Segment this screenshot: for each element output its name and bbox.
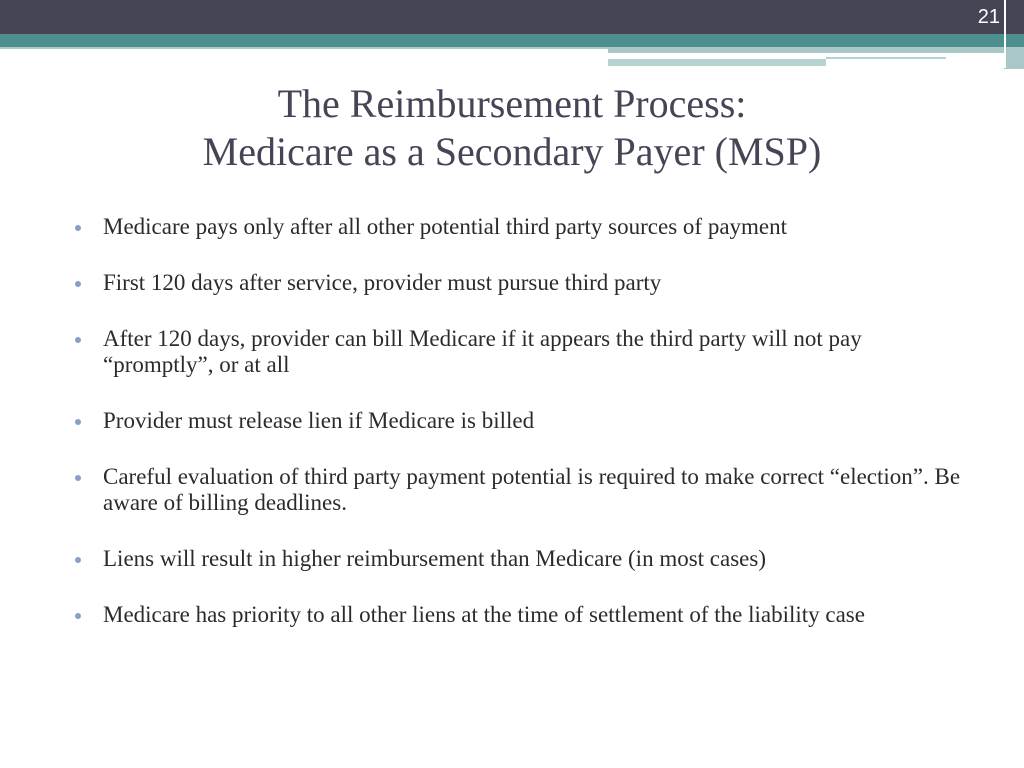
bullet-dot-icon	[75, 475, 81, 481]
bullet-dot-icon	[75, 557, 81, 563]
header-bar-teal	[0, 34, 1024, 47]
slide-title-line-2: Medicare as a Secondary Payer (MSP)	[202, 129, 822, 174]
bullet-item	[72, 464, 972, 516]
bullet-item	[72, 326, 972, 378]
bullet-text: Liens will result in higher reimbursement than Medicare (in most cases)	[103, 546, 766, 571]
bullet-text: Medicare pays only after all other potential third party sources of payment	[103, 214, 788, 239]
slide-title	[40, 80, 984, 176]
bullet-list	[72, 214, 972, 658]
header-bar-dark	[0, 0, 1024, 34]
bullet-item	[72, 602, 972, 628]
bullet-text: Medicare has priority to all other liens at the time of settlement of the liability case	[103, 602, 865, 627]
bullet-dot-icon	[75, 225, 81, 231]
bullet-text: Provider must release lien if Medicare is billed	[103, 408, 535, 433]
header-bar-light	[0, 47, 608, 49]
bullet-item	[72, 546, 972, 572]
header-bar-light	[608, 47, 1024, 53]
bullet-dot-icon	[75, 281, 81, 287]
header-bar-light	[1004, 47, 1024, 69]
bullet-dot-icon	[75, 613, 81, 619]
bullet-dot-icon	[75, 337, 81, 343]
bullet-dot-icon	[75, 419, 81, 425]
bullet-text: First 120 days after service, provider must pursue third party	[103, 270, 662, 295]
header-divider	[1004, 0, 1006, 68]
header-bar-light	[608, 59, 826, 66]
bullet-text: Careful evaluation of third party payment potential is required to make correct “election”. Be aware of billing deadlines.	[103, 464, 961, 515]
bullet-item	[72, 270, 972, 296]
header-bar-light	[826, 57, 946, 59]
slide-title-line-1: The Reimbursement Process:	[277, 81, 747, 126]
slide-number: 21	[977, 6, 1000, 28]
bullet-text: After 120 days, provider can bill Medicare if it appears the third party will not pay “promptly”, or at all	[103, 326, 862, 377]
bullet-item	[72, 408, 972, 434]
bullet-item	[72, 214, 972, 240]
